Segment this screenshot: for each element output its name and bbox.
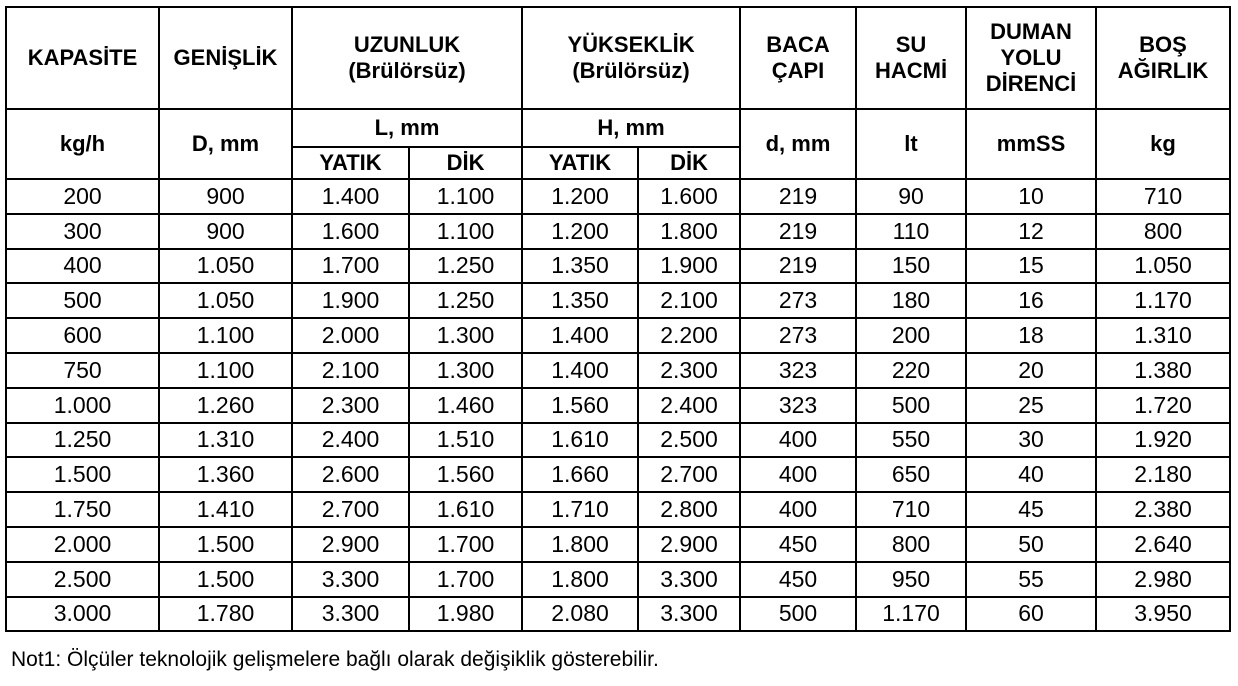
cell-duman: 30 bbox=[966, 423, 1096, 458]
cell-yukseklik-dik: 2.700 bbox=[638, 457, 740, 492]
cell-genislik: 1.100 bbox=[159, 353, 292, 388]
cell-uzunluk-yatik: 2.900 bbox=[292, 527, 409, 562]
cell-bos: 2.640 bbox=[1096, 527, 1230, 562]
cell-bos: 2.380 bbox=[1096, 492, 1230, 527]
cell-kapasite: 1.250 bbox=[6, 423, 159, 458]
cell-kapasite: 1.500 bbox=[6, 457, 159, 492]
header-yukseklik-sublabel: (Brülörsüz) bbox=[572, 58, 690, 83]
cell-yukseklik-yatik: 1.610 bbox=[522, 423, 638, 458]
cell-su: 550 bbox=[856, 423, 966, 458]
cell-bos: 1.170 bbox=[1096, 283, 1230, 318]
cell-su: 650 bbox=[856, 457, 966, 492]
cell-uzunluk-dik: 1.460 bbox=[409, 388, 522, 423]
unit-su: lt bbox=[856, 109, 966, 179]
sub-uzunluk-yatik: YATIK bbox=[292, 147, 409, 179]
cell-bos: 800 bbox=[1096, 214, 1230, 249]
cell-yukseklik-yatik: 1.400 bbox=[522, 353, 638, 388]
cell-baca: 400 bbox=[740, 457, 856, 492]
cell-duman: 20 bbox=[966, 353, 1096, 388]
header-duman-label-2: YOLU bbox=[1000, 45, 1062, 70]
cell-genislik: 900 bbox=[159, 179, 292, 214]
header-genislik bbox=[159, 7, 292, 109]
cell-genislik: 1.260 bbox=[159, 388, 292, 423]
cell-genislik: 1.310 bbox=[159, 423, 292, 458]
cell-bos: 1.380 bbox=[1096, 353, 1230, 388]
cell-baca: 500 bbox=[740, 597, 856, 632]
cell-yukseklik-yatik: 1.200 bbox=[522, 214, 638, 249]
cell-duman: 45 bbox=[966, 492, 1096, 527]
unit-uzunluk: L, mm bbox=[292, 109, 522, 147]
header-baca-label-2: ÇAPI bbox=[771, 58, 825, 83]
cell-uzunluk-yatik: 1.700 bbox=[292, 249, 409, 284]
cell-uzunluk-dik: 1.100 bbox=[409, 214, 522, 249]
header-bos-label-2: AĞIRLIK bbox=[1117, 58, 1209, 83]
table-body bbox=[6, 179, 1230, 631]
cell-su: 220 bbox=[856, 353, 966, 388]
cell-su: 150 bbox=[856, 249, 966, 284]
cell-bos: 3.950 bbox=[1096, 597, 1230, 632]
header-row-units bbox=[6, 109, 1230, 147]
cell-bos: 2.180 bbox=[1096, 457, 1230, 492]
cell-yukseklik-yatik: 1.660 bbox=[522, 457, 638, 492]
cell-su: 500 bbox=[856, 388, 966, 423]
table-row bbox=[6, 457, 1230, 492]
cell-uzunluk-yatik: 1.600 bbox=[292, 214, 409, 249]
cell-genislik: 1.050 bbox=[159, 249, 292, 284]
cell-uzunluk-dik: 1.560 bbox=[409, 457, 522, 492]
cell-su: 1.170 bbox=[856, 597, 966, 632]
cell-kapasite: 400 bbox=[6, 249, 159, 284]
cell-bos: 2.980 bbox=[1096, 562, 1230, 597]
cell-baca: 219 bbox=[740, 179, 856, 214]
cell-uzunluk-dik: 1.700 bbox=[409, 527, 522, 562]
header-yukseklik-label: YÜKSEKLİK bbox=[567, 32, 695, 57]
unit-baca: d, mm bbox=[740, 109, 856, 179]
cell-baca: 323 bbox=[740, 388, 856, 423]
header-uzunluk-label: UZUNLUK bbox=[353, 32, 461, 57]
cell-su: 90 bbox=[856, 179, 966, 214]
cell-yukseklik-yatik: 1.350 bbox=[522, 283, 638, 318]
cell-yukseklik-dik: 2.800 bbox=[638, 492, 740, 527]
header-uzunluk-sublabel: (Brülörsüz) bbox=[348, 58, 466, 83]
cell-kapasite: 500 bbox=[6, 283, 159, 318]
cell-baca: 450 bbox=[740, 562, 856, 597]
cell-baca: 450 bbox=[740, 527, 856, 562]
cell-yukseklik-dik: 1.800 bbox=[638, 214, 740, 249]
header-bos-label-1: BOŞ bbox=[1139, 32, 1187, 57]
cell-genislik: 1.500 bbox=[159, 527, 292, 562]
table-row bbox=[6, 249, 1230, 284]
cell-yukseklik-dik: 2.300 bbox=[638, 353, 740, 388]
cell-kapasite: 200 bbox=[6, 179, 159, 214]
cell-yukseklik-yatik: 1.200 bbox=[522, 179, 638, 214]
cell-yukseklik-dik: 1.600 bbox=[638, 179, 740, 214]
table-row bbox=[6, 214, 1230, 249]
header-row-titles bbox=[6, 7, 1230, 109]
footnote: Not1: Ölçüler teknolojik gelişmelere bağlı olarak değişiklik gösterebilir. bbox=[11, 648, 659, 671]
table-row bbox=[6, 597, 1230, 632]
cell-yukseklik-dik: 2.500 bbox=[638, 423, 740, 458]
cell-bos: 1.310 bbox=[1096, 318, 1230, 353]
cell-kapasite: 300 bbox=[6, 214, 159, 249]
header-genislik-label: GENİŞLİK bbox=[173, 45, 278, 70]
cell-bos: 1.920 bbox=[1096, 423, 1230, 458]
cell-baca: 400 bbox=[740, 492, 856, 527]
header-yukseklik bbox=[522, 7, 740, 109]
cell-duman: 50 bbox=[966, 527, 1096, 562]
cell-yukseklik-yatik: 1.400 bbox=[522, 318, 638, 353]
table-row bbox=[6, 179, 1230, 214]
cell-uzunluk-dik: 1.980 bbox=[409, 597, 522, 632]
cell-su: 800 bbox=[856, 527, 966, 562]
table-row bbox=[6, 492, 1230, 527]
cell-genislik: 1.410 bbox=[159, 492, 292, 527]
cell-kapasite: 2.000 bbox=[6, 527, 159, 562]
cell-duman: 25 bbox=[966, 388, 1096, 423]
cell-yukseklik-dik: 2.200 bbox=[638, 318, 740, 353]
cell-uzunluk-yatik: 2.700 bbox=[292, 492, 409, 527]
cell-baca: 323 bbox=[740, 353, 856, 388]
header-uzunluk bbox=[292, 7, 522, 109]
cell-uzunluk-dik: 1.700 bbox=[409, 562, 522, 597]
unit-bos: kg bbox=[1096, 109, 1230, 179]
header-kapasite-label: KAPASİTE bbox=[27, 45, 138, 70]
cell-genislik: 1.360 bbox=[159, 457, 292, 492]
unit-duman: mmSS bbox=[966, 109, 1096, 179]
cell-yukseklik-dik: 1.900 bbox=[638, 249, 740, 284]
sub-uzunluk-dik: DİK bbox=[409, 147, 522, 179]
cell-bos: 1.050 bbox=[1096, 249, 1230, 284]
cell-genislik: 1.050 bbox=[159, 283, 292, 318]
header-duman bbox=[966, 7, 1096, 109]
cell-uzunluk-yatik: 2.600 bbox=[292, 457, 409, 492]
cell-uzunluk-dik: 1.300 bbox=[409, 318, 522, 353]
cell-uzunluk-yatik: 2.300 bbox=[292, 388, 409, 423]
cell-genislik: 900 bbox=[159, 214, 292, 249]
spec-table bbox=[5, 6, 1231, 632]
header-su bbox=[856, 7, 966, 109]
cell-uzunluk-dik: 1.100 bbox=[409, 179, 522, 214]
cell-yukseklik-yatik: 1.800 bbox=[522, 562, 638, 597]
cell-genislik: 1.100 bbox=[159, 318, 292, 353]
cell-kapasite: 600 bbox=[6, 318, 159, 353]
cell-su: 200 bbox=[856, 318, 966, 353]
unit-kapasite: kg/h bbox=[6, 109, 159, 179]
cell-su: 950 bbox=[856, 562, 966, 597]
cell-yukseklik-dik: 2.900 bbox=[638, 527, 740, 562]
sub-yukseklik-dik: DİK bbox=[638, 147, 740, 179]
cell-yukseklik-dik: 3.300 bbox=[638, 597, 740, 632]
cell-duman: 60 bbox=[966, 597, 1096, 632]
cell-kapasite: 1.000 bbox=[6, 388, 159, 423]
cell-kapasite: 3.000 bbox=[6, 597, 159, 632]
cell-yukseklik-yatik: 1.350 bbox=[522, 249, 638, 284]
header-baca bbox=[740, 7, 856, 109]
table-header bbox=[6, 7, 1230, 179]
cell-uzunluk-yatik: 3.300 bbox=[292, 597, 409, 632]
cell-uzunluk-dik: 1.610 bbox=[409, 492, 522, 527]
cell-baca: 219 bbox=[740, 214, 856, 249]
cell-yukseklik-yatik: 2.080 bbox=[522, 597, 638, 632]
cell-uzunluk-dik: 1.250 bbox=[409, 283, 522, 318]
cell-duman: 12 bbox=[966, 214, 1096, 249]
header-baca-label-1: BACA bbox=[766, 32, 830, 57]
table-row bbox=[6, 353, 1230, 388]
cell-duman: 55 bbox=[966, 562, 1096, 597]
cell-baca: 219 bbox=[740, 249, 856, 284]
cell-su: 110 bbox=[856, 214, 966, 249]
cell-uzunluk-yatik: 2.100 bbox=[292, 353, 409, 388]
header-duman-label-1: DUMAN bbox=[990, 19, 1072, 44]
header-duman-label-3: DİRENCİ bbox=[985, 71, 1077, 96]
cell-baca: 273 bbox=[740, 318, 856, 353]
cell-duman: 15 bbox=[966, 249, 1096, 284]
unit-yukseklik: H, mm bbox=[522, 109, 740, 147]
cell-yukseklik-dik: 3.300 bbox=[638, 562, 740, 597]
cell-duman: 16 bbox=[966, 283, 1096, 318]
cell-su: 180 bbox=[856, 283, 966, 318]
cell-uzunluk-yatik: 2.400 bbox=[292, 423, 409, 458]
cell-kapasite: 1.750 bbox=[6, 492, 159, 527]
header-kapasite bbox=[6, 7, 159, 109]
cell-genislik: 1.780 bbox=[159, 597, 292, 632]
table-row bbox=[6, 527, 1230, 562]
cell-uzunluk-dik: 1.510 bbox=[409, 423, 522, 458]
table-row bbox=[6, 562, 1230, 597]
cell-uzunluk-yatik: 1.900 bbox=[292, 283, 409, 318]
cell-yukseklik-yatik: 1.710 bbox=[522, 492, 638, 527]
cell-su: 710 bbox=[856, 492, 966, 527]
sub-yukseklik-yatik: YATIK bbox=[522, 147, 638, 179]
table-row bbox=[6, 283, 1230, 318]
cell-yukseklik-dik: 2.100 bbox=[638, 283, 740, 318]
header-su-label-1: SU bbox=[895, 32, 927, 57]
cell-yukseklik-yatik: 1.800 bbox=[522, 527, 638, 562]
cell-genislik: 1.500 bbox=[159, 562, 292, 597]
table-row bbox=[6, 423, 1230, 458]
cell-baca: 400 bbox=[740, 423, 856, 458]
cell-uzunluk-yatik: 3.300 bbox=[292, 562, 409, 597]
cell-yukseklik-dik: 2.400 bbox=[638, 388, 740, 423]
cell-yukseklik-yatik: 1.560 bbox=[522, 388, 638, 423]
cell-uzunluk-yatik: 2.000 bbox=[292, 318, 409, 353]
cell-duman: 40 bbox=[966, 457, 1096, 492]
unit-genislik: D, mm bbox=[159, 109, 292, 179]
header-bos bbox=[1096, 7, 1230, 109]
cell-duman: 10 bbox=[966, 179, 1096, 214]
cell-bos: 1.720 bbox=[1096, 388, 1230, 423]
cell-kapasite: 750 bbox=[6, 353, 159, 388]
cell-bos: 710 bbox=[1096, 179, 1230, 214]
cell-uzunluk-yatik: 1.400 bbox=[292, 179, 409, 214]
table-row bbox=[6, 388, 1230, 423]
header-su-label-2: HACMİ bbox=[874, 58, 948, 83]
cell-uzunluk-dik: 1.300 bbox=[409, 353, 522, 388]
cell-duman: 18 bbox=[966, 318, 1096, 353]
table-row bbox=[6, 318, 1230, 353]
cell-uzunluk-dik: 1.250 bbox=[409, 249, 522, 284]
cell-kapasite: 2.500 bbox=[6, 562, 159, 597]
cell-baca: 273 bbox=[740, 283, 856, 318]
